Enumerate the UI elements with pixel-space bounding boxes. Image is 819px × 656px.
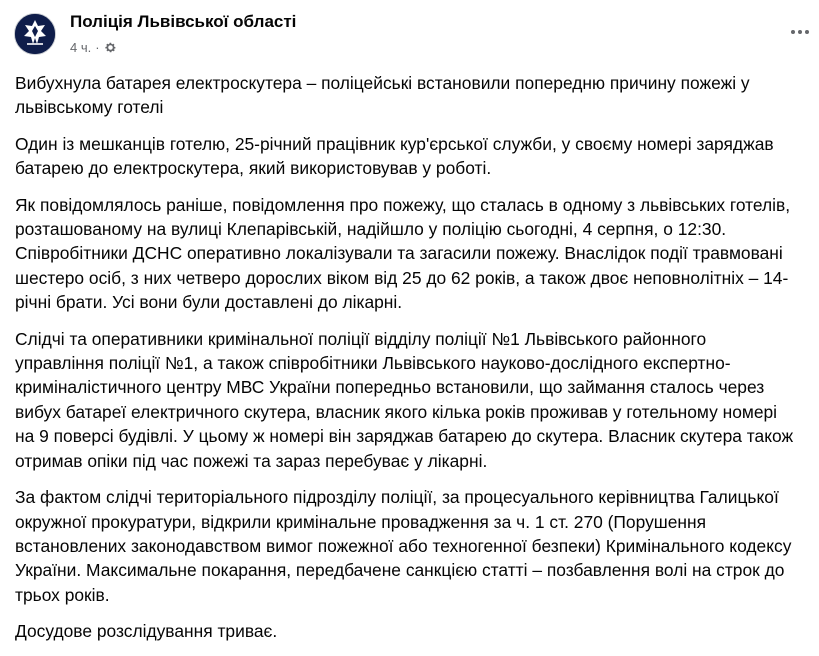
post-text-line: криміналістичного центру МВС України попередньо встановили, що займання сталось через [15,377,765,398]
gear-icon [104,41,117,54]
post-timestamp[interactable]: 4 ч. [70,39,92,55]
page-avatar[interactable] [14,13,56,55]
post-text-line: Досудове розслідування триває. [15,621,278,642]
post-text-line: Вибухнула батарея електроскутера – поліцейські встановили попередню причину пожежі у [15,73,750,93]
post-text-line: отримав опіки під час пожежі та зараз перебуває у лікарні. [15,450,488,471]
post-text-line: батарею до електроскутера, який використовував у роботі. [15,158,492,179]
post-text-line: окружної прокуратури, відкрили кримінальне провадження за ч. 1 ст. 270 (Порушення [15,511,707,532]
post-text-line: Співробітники ДСНС оперативно локалізували та загасили пожежу. Внаслідок події травмовані [15,243,783,264]
post-text-line: управління поліції №1, а також співробітники Львівського науково-дослідного експертно- [15,353,731,374]
post-text-line: встановлених законодавством вимог пожежної або техногенної безпеки) Кримінального кодексу [15,535,792,556]
police-logo-icon [15,14,55,54]
post-text-line: трьох років. [15,584,110,605]
post-text-line: Один із мешканців готелю, 25-річний працівник кур'єрської служби, у своєму номері заряджав [15,133,774,154]
post-text-line: львівському готелі [15,97,164,118]
more-dots-icon [791,30,809,34]
post-meta [70,38,117,56]
post-text-line: річні брати. Усі вони були доставлені до лікарні. [15,292,403,313]
post-text-line: вибух батареї електричного скутера, власник якого кілька років проживав у готельному номері [15,401,778,422]
post-text [15,71,819,656]
post-paragraph [15,193,819,315]
post-text-line: України. Максимальне покарання, передбачене санкцією статті – позбавлення волі на строк до [15,560,785,581]
meta-separator: · [95,39,100,55]
post-text-line: Як повідомлялось раніше, повідомлення про пожежу, що сталась в одному з львівських готелів, [15,194,791,215]
post-text-line: шестеро осіб, з них четверо дорослих віком від 25 до 62 років, а також двоє неповнолітніх – 14- [15,267,789,288]
post-text-line: на 9 поверсі будівлі. У цьому ж номері він заряджав батарею до скутера. Власник скутера також [15,426,794,447]
page-name-link[interactable]: Поліція Львівської області [70,12,297,31]
post-text-line: Слідчі та оперативники кримінальної поліції відділу поліції №1 Львівського районного [15,328,707,349]
post-paragraph [15,619,819,643]
post-text-line: За фактом слідчі територіального підрозділу поліції, за процесуального керівництва Галицької [15,487,779,508]
post-paragraph [15,485,819,607]
post-paragraph [15,71,819,120]
more-options-button[interactable] [786,20,814,44]
post-paragraph [15,132,819,181]
post-header [0,0,819,64]
post-text-line: розташованому на вулиці Клепарівській, надійшло у поліцію сьогодні, 4 серпня, о 12:30. [15,219,727,240]
post-paragraph [15,327,819,473]
